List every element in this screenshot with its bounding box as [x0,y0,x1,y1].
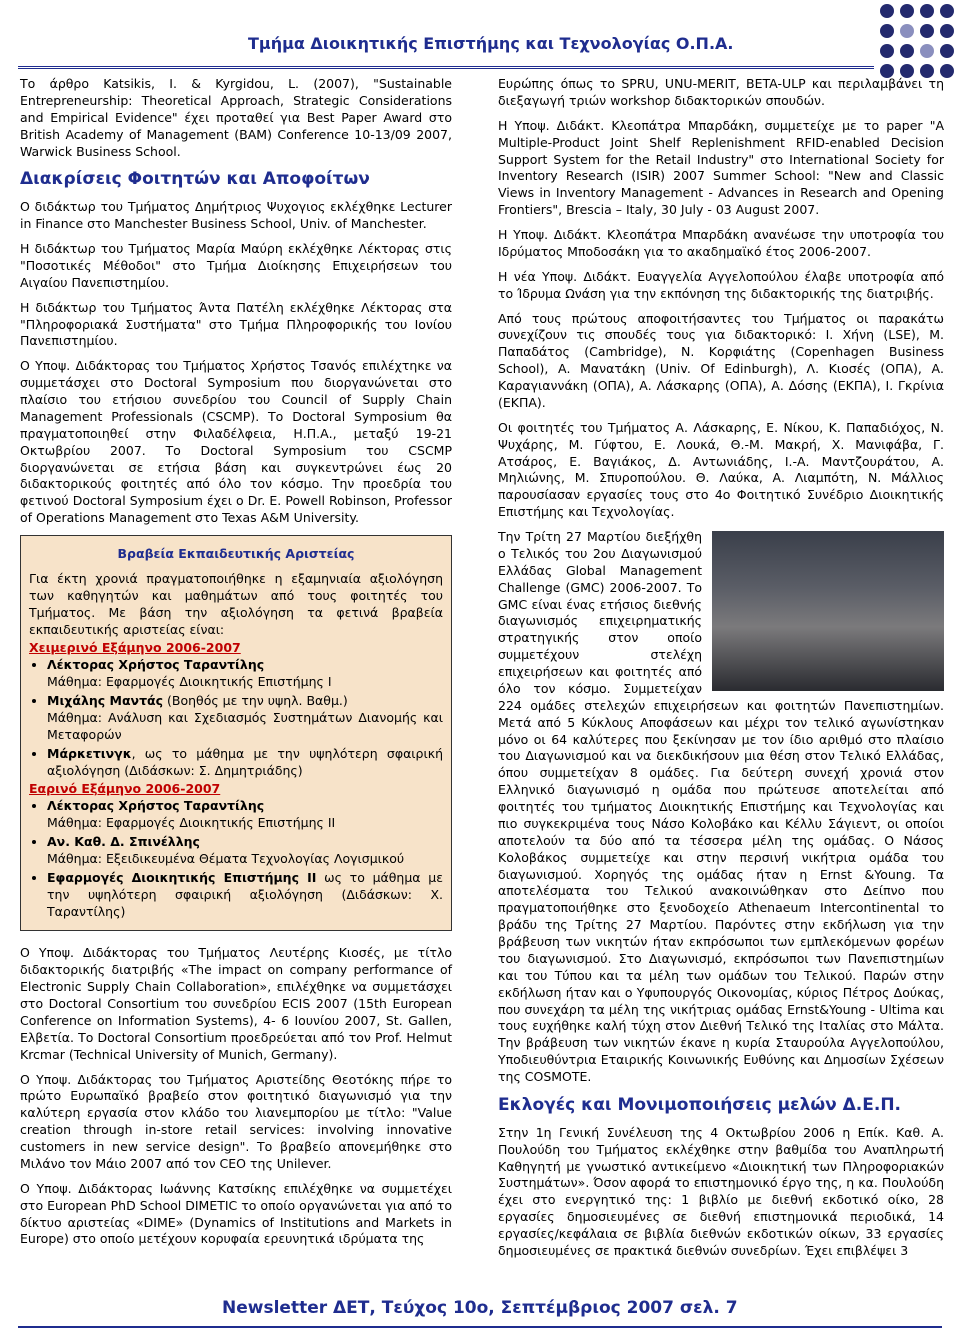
awards-box-title: Βραβεία Εκπαιδευτικής Αριστείας [117,546,355,562]
pateli-paragraph: Η διδάκτωρ του Τμήματος Άντα Πατέλη εκλέχθηκε Λέκτορας στα "Πληροφοριακά Συστήματα" στο Τμήμα Πληροφορικής του Ιονίου Πανεπιστημίου. [20,299,452,349]
spring-awards-list [29,798,443,920]
left-column [20,76,452,1256]
theotokis-paragraph: Ο Υποψ. Διδάκτορας του Τμήματος Αριστείδης Θεοτόκης πήρε το πρώτο Ευρωπαϊκό βραβείο στον φοιτητικό διαγωνισμό για την καλύτερη εργασία στον κλάδο του λιανεμπορίου με τίτλο: "Value creation through in-store retail services: involving innovative customers in new service design". Το βραβείο απονεμήθηκε στο Μιλάνο τον Μάιο 2007 από τον CEO της Unilever. [20,1071,452,1171]
continuation-paragraph: Ευρώπης όπως το SPRU, UNU-MERIT, BETA-ULP και περιλαμβάνει τη διεξαγωγή τριών workshop διδακτορικών σπουδών. [498,76,944,108]
list-item: • Λέκτορας Χρήστος Ταραντίλης Μάθημα: Εφαρμογές Διοικητικής Επιστήμης Ι [47,657,443,691]
katsikis-paragraph: Ο Υποψ. Διδάκτορας Ιωάννης Κατσίκης επιλέχθηκε να συμμετέχει στο European PhD School DIMETIC το οποίο οργανώνεται για από το δίκτυο αριστείας «DIME» (Dynamics of Institutions and Markets in Europe) στο οποίο μετέχουν κορυφαία ερευνητικά ιδρύματα της [20,1180,452,1247]
list-item: • Μιχάλης Μαντάς (Βοηθός με την υψηλ. Βαθμ.) Μάθημα: Ανάλυση και Σχεδιασμός Συστημάτων Διανομής και Μεταφορών [47,693,443,744]
footer-divider [18,1326,942,1328]
list-item: • Αν. Καθ. Δ. Σπινέλλης Μάθημα: Εξειδικευμένα Θέματα Τεχνολογίας Λογισμικού [47,834,443,868]
footer-text: Newsletter ΔΕΤ, Τεύχος 10ο, Σεπτέμβριος 2007 σελ. 7 [222,1298,738,1318]
psychogios-paragraph: Ο διδάκτωρ του Τμήματος Δημήτριος Ψυχογιος εκλέχθηκε Lecturer in Finance στο Manchester Business School, Univ. of Manchester. [20,199,452,232]
aggelopoulou-paragraph: Η νέα Υποψ. Διδάκτ. Ευαγγελία Αγγελοπούλου έλαβε υποτροφία από το Ίδρυμα Ωνάση για την εκπόνηση της διδακτορικής της διατριβής. [498,268,944,301]
bardaki-paper-paragraph: Η Υποψ. Διδάκτ. Κλεοπάτρα Μπαρδάκη, συμμετείχε με το paper "A Multiple-Product Joint Shelf Replenishment RFID-enabled Decision Support System for the Retail Industry" στο International Society for Inventory Research (ISIR) 2007 Summer School: "New and Classic Views in Inventory Management - Advances in Research and Opening Frontiers", Brescia – Italy, 30 July - 03 August 2007. [498,117,944,218]
gmc-paragraph: Την Τρίτη 27 Μαρτίου διεξήχθη ο Τελικός του 2ου Διαγωνισμού Ελλάδας Global Management Challenge (GMC) 2006-2007. Το GMC είναι ένας ετήσιος διεθνής διαγωνισμός επιχειρηματικής στρατηγικής στον οποίο συμμετέχουν στελέχη επιχειρήσεων και φοιτητές από όλο τον κόσμο. Συμμετείχαν 224 ομάδες στελεχών επιχειρήσεων και φοιτητών Πανεπιστημίων. Μετά από 5 Κύκλους Αποφάσεων και μέχρι τον τελικό αγωνίστηκαν μόνο οι 64 καλύτερες που ξεκίνησαν με τον ίδιο αριθμό στο πλαίσιο του Διαγωνισμού και να διεκδικήσουν μια θέση στον Τελικό Ελλάδας, όπου συμμετείχαν 8 ομάδες. Για δεύτερη συνεχή χρονιά στον Ελληνικό διαγωνισμό η ομάδα που πρώτευσε αποτελείται από φοιτητές του τμήματος Διοικητικής Επιστήμης και Τεχνολογίας και πιο συγκεκριμένα τους Νάσο Κολοβάκο και Κέλλυ Σάγιεντ, οι οποίοι αποτελούν τα δύο από τα τέσσερα μέλη της ομάδας. Ο Νάσος Κολοβάκος συμμετείχε και στην περσινή νικήτρια ομάδα του διαγωνισμού. Χορηγός της ομάδας ήταν η Ernst &Young. Τα αποτελέσματα του Τελικού ανακοινώθηκαν στο Δείπνο που πραγματοποιήθηκε στο ξενοδοχείο Athenaeum Intercontinental το βράδυ της Τρίτης 27 Μαρτίου. Παρόντες στην εκδήλωση για την βράβευση των νικητών ήταν εκπρόσωποι των εμπλεκόμενων φορέων του διαγωνισμού. Στο Διαγωνισμό, εκπρόσωποι των Πανεπιστημίων και του Τύπου και τα μέλη των ομάδων του Τελικού. Παρών στην εκδήλωση ήταν και ο Υφυπουργός Οικονομίας, κύριος Πέτρος Δούκας, που συνεχάρη τα μέλη της νικήτριας ομάδας Ernst&Young - Ultima και τους ευχήθηκε καλή τύχη στον Διεθνή Τελικό της Ιταλίας στο Μάλτα. Την βράβευση των νικητών έκανε η κυρία Σταυρούλα Αγγελοπούλου, Υποδιευθύντρια Εταιρικής Κοινωνικής Ευθύνης και Δημοσίων Σχέσεων της COSMOTE. [498,529,944,1084]
distinctions-heading: Διακρίσεις Φοιτητών και Αποφοίτων [20,169,370,190]
awards-intro: Για έκτη χρονιά πραγματοποιήθηκε η εξαμηνιαία αξιολόγηση των καθηγητών και μαθημάτων από τους φοιτητές του Τμήματος. Με βάση την αξιολόγηση τα φετινά βραβεία εκπαιδευτικής αριστείας είναι: [29,570,443,637]
award-paragraph: Το άρθρο Katsikis, I. & Kyrgidou, L. (2007), "Sustainable Entrepreneurship: Theoretical Approach, Strategic Considerations and Empirical Evidence" έχει προταθεί για Best Paper Award στο British Academy of Management (BAM) Conference 10-13/09 2007, Warwick Business School. [20,76,452,159]
department-logo [878,2,958,82]
winter-semester-heading: Χειμερινό Εξάμηνο 2006-2007 [29,640,241,656]
elections-heading: Εκλογές και Μονιμοποιήσεις μελών Δ.Ε.Π. [498,1094,902,1115]
header-title: Τμήμα Διοικητικής Επιστήμης και Τεχνολογίας Ο.Π.Α. [248,34,734,53]
winter-awards-list [29,657,443,779]
kiosses-paragraph: Ο Υποψ. Διδάκτορας του Τμήματος Λευτέρης Κιοσές, με τίτλο διδακτορικής διατριβής «The impact on company performance of Electronic Supply Chain Collaboration», επιλέχθηκε να συμμετάσχει στο Doctoral Consortium του συνεδρίου ECIS 2007 (15th European Conference on Information Systems), 4- 6 Ιουνίου 2007, St. Gallen, Ελβετία. Το Doctoral Consortium προεδρεύεται από τον Prof. Helmut Krcmar (Technical University of Munich, Germany). [20,945,452,1062]
list-item: • Εφαρμογές Διοικητικής Επιστήμης ΙΙ ως το μάθημα με την υψηλότερη σφαιρική αξιολόγηση (Διδάσκων: Χ. Ταραντίλης) [47,870,443,921]
award-ceremony-photo [712,531,944,691]
bardaki-scholarship-paragraph: Η Υποψ. Διδάκτ. Κλεοπάτρα Μπαρδάκη ανανέωσε την υποτροφία του Ιδρύματος Μποδοσάκη για το ακαδημαϊκό έτος 2006-2007. [498,227,944,259]
list-item: • Μάρκετινγκ, ως το μάθημα με την υψηλότερη σφαιρική αξιολόγηση (Διδάσκων: Σ. Δημητριάδης) [47,746,443,780]
tsanos-paragraph: Ο Υποψ. Διδάκτορας του Τμήματος Χρήστος Τσανός επιλέχτηκε να συμμετάσχει στο Doctoral Symposium που διοργανώνεται στο πλαίσιο του ετήσιου συνεδρίου του Council of Supply Chain Management Professionals (CSCMP). Το Doctoral Symposium θα πραγματοποιηθεί στην Φιλαδέλφεια, Η.Π.Α., μεταξύ 19-21 Οκτωβρίου 2007. Το Doctoral Symposium του CSCMP διοργανώνεται σε ετήσια βάση και συγκεντρώνει έως 20 διδακτορικούς φοιτητές από όλο τον κόσμο. Την προεδρία του φετινού Doctoral Symposium έχει ο Dr. E. Powell Robinson, Professor of Operations Management στο Texas A&M University. [20,358,452,526]
list-item: • Λέκτορας Χρήστος Ταραντίλης Μάθημα: Εφαρμογές Διοικητικής Επιστήμης ΙΙ [47,798,443,832]
elections-paragraph: Στην 1η Γενική Συνέλευση της 4 Οκτωβρίου 2006 η Επίκ. Καθ. Α. Πουλούδη του Τμήματος εκλέχθηκε στην βαθμίδα του Αναπληρωτή Καθηγητή με γνωστικό αντικείμενο «Διοικητική των Πληροφοριακών Συστημάτων». Όσον αφορά το επιστημονικό έργο της, η κα. Πουλούδη έχει στο ενεργητικό της: 1 βιβλίο με διεθνή εκδοτικό οίκο, 28 εργασίες δημοσιευμένες σε διεθνή επιστημονικά περιοδικά, 14 εργασίες/κεφάλαια σε βιβλία διεθνών εκδοτικών οίκων, 33 εργασίες δημοσιευμένες σε πρακτικά διεθνών συνεδρίων. Έχει επιβλέψει 3 [498,1124,944,1258]
students-paragraph: Οι φοιτητές του Τμήματος Α. Λάσκαρης, Ε. Νίκου, Κ. Παπαδιόχος, Ν. Ψυχάρης, Μ. Γύφτου, Ε. Λουκά, Θ.-Μ. Μακρή, Χ. Μανιφάβα, Γ. Ατσάρος, Ε. Βαγιάκος, Δ. Αντωνιάδης, Ι.-Α. Μαντζουράτου, Α. Μηλιώνης, Μ. Σπυροπούλου. Θ. Λαύκα, Α. Λιαμπότη, Ν. Μάλλιος παρουσίασαν εργασίες τους στο 4ο Φοιτητικό Συνέδριο Διοικητικής Επιστήμης και Τεχνολογίας. [498,419,944,520]
spring-semester-heading: Εαρινό Εξάμηνο 2006-2007 [29,781,221,797]
teaching-awards-box [20,535,452,931]
header-divider [18,66,874,69]
mavri-paragraph: Η διδάκτωρ του Τμήματος Μαρία Μαύρη εκλέχθηκε Λέκτορας στις "Ποσοτικές Μέθοδοι" στο Τμήμα Διοίκησης Επιχειρήσεων του Αιγαίου Πανεπιστημίου. [20,241,452,290]
right-column [498,76,944,1268]
graduates-paragraph: Από τους πρώτους αποφοιτήσαντες του Τμήματος οι παρακάτω συνεχίζουν τις σπουδές τους για διδακτορικό: Ι. Χήνη (LSE), Μ. Παπαδάτος (Cambridge), Ν. Κορφιάτης (Copenhagen Business School), Α. Μανατάκη (Univ. Of Edinburgh), Λ. Κιοσές (ΟΠΑ), Α. Καραγιαννάκη (ΟΠΑ), Α. Λάσκαρης (ΟΠΑ), Α. Δόσης (ΕΚΠΑ), Ι. Γκρίνια (ΕΚΠΑ). [498,310,944,410]
